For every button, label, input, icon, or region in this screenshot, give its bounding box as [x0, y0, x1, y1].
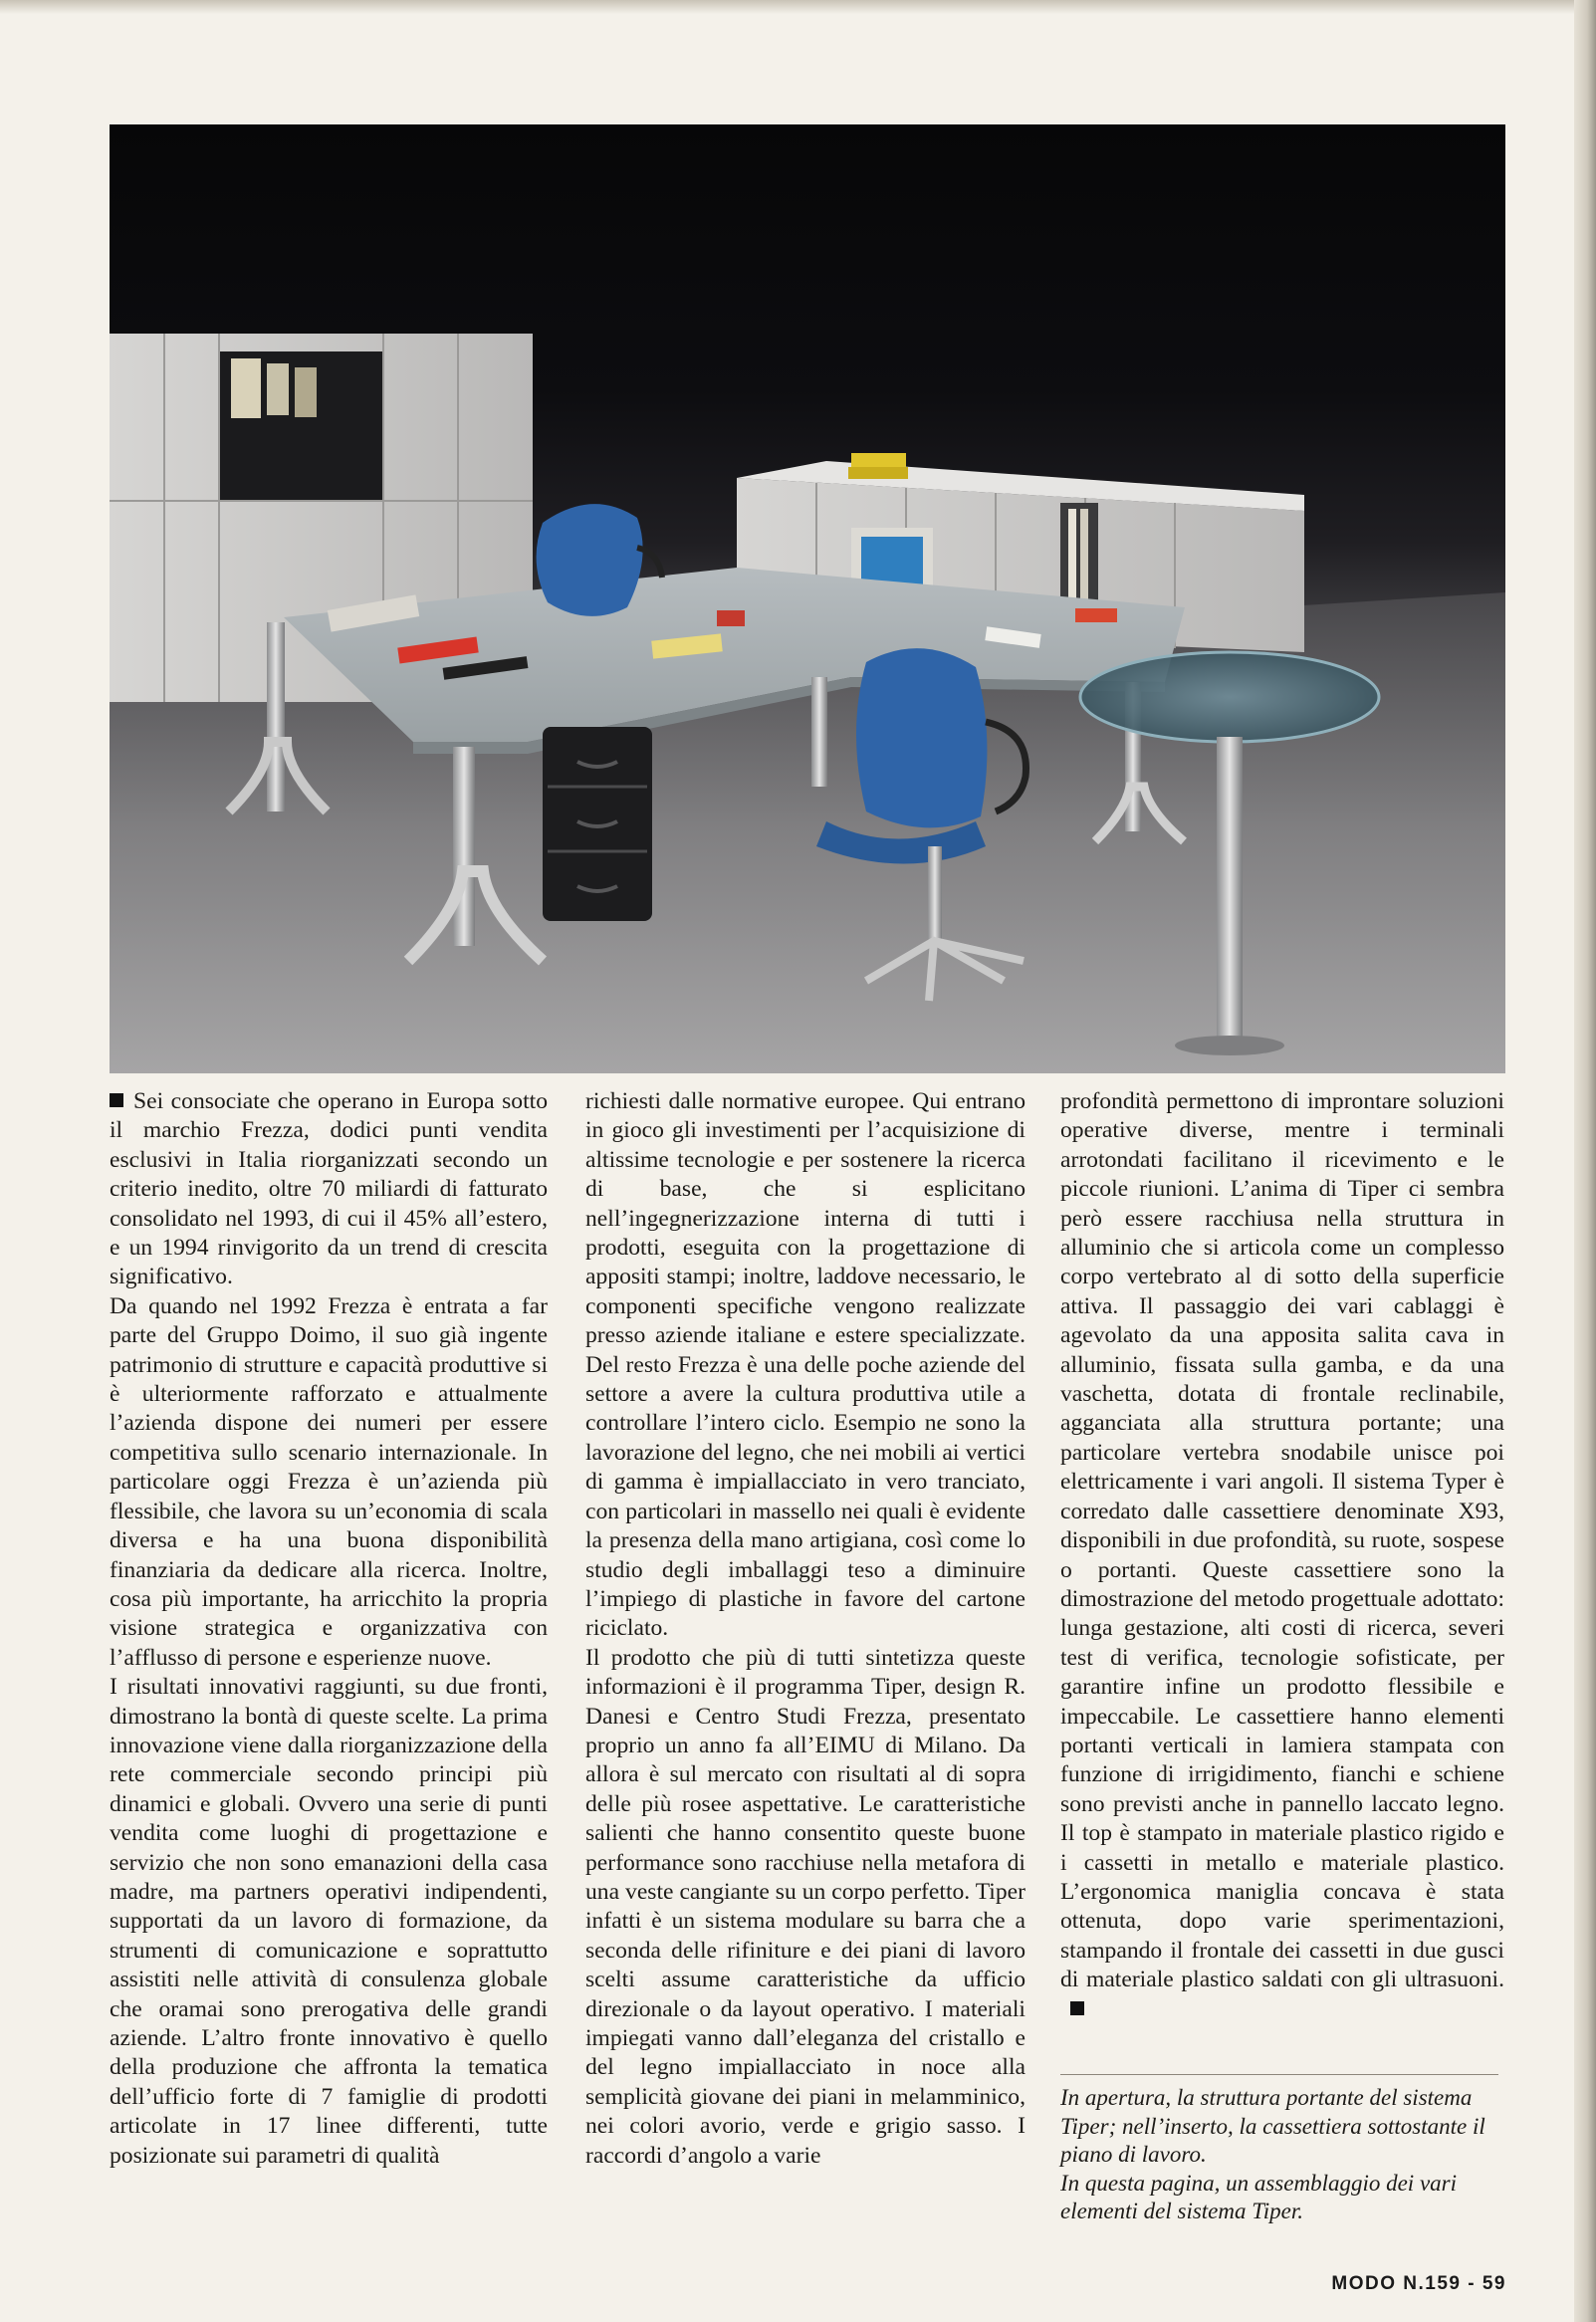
- office-scene-illustration: [110, 124, 1505, 1073]
- paragraph: Il prodotto che più di tutti sintetizza queste informazioni è il programma Tiper, design R. Danesi e Centro Studi Frezza, presentato proprio un anno fa all’EIMU di Milano. Da allora è sul mercato con risultati al di sopra delle più rosee aspettative. Le caratteristiche salienti che hanno consentito queste buone performance sono racchiuse nella metafora di una veste cangiante su un corpo perfetto. Tiper infatti è un sistema modulare su barra che a seconda delle rifiniture e dei piani di lavoro scelti assume caratteristiche da ufficio direzionale o da layout operativo. I materiali impiegati vanno dall’eleganza del cristallo e del legno impiallacciato in noce alla semplicità giovane dei piani in melamminico, nei colori avorio, verde e grigio sasso. I raccordi d’angolo a varie: [585, 1644, 1026, 2169]
- page-top-shadow: [0, 0, 1596, 14]
- office-furniture-photo: [110, 124, 1505, 1073]
- page-edge: [1574, 0, 1596, 2322]
- article-column-1: [110, 1087, 548, 2171]
- caption-divider: [1060, 2074, 1498, 2075]
- paragraph: I risultati innovativi raggiunti, su due fronti, dimostrano la bontà di queste scelte. La prima innovazione viene dalla riorganizzazione della rete commerciale secondo principi più dinamici e globali. Ovvero una serie di punti vendita come luoghi di progettazione e servizio che non sono emanazioni della casa madre, ma partners operativi indipendenti, supportati da un lavoro di formazione, da strumenti di comunicazione e soprattutto assistiti nelle attività di consulenza globale che oramai sono prerogativa delle grandi aziende. L’altro fronte innovativo è quello della produzione che affronta la tematica dell’ufficio forte di 7 famiglie di prodotti articolate in 17 linee differenti, tutte posizionate sui parametri di qualità: [110, 1674, 548, 2169]
- blue-office-chair-front: [856, 648, 987, 827]
- blue-office-chair-back: [537, 504, 643, 616]
- caption-line: In questa pagina, un assemblaggio dei vari elementi del sistema Tiper.: [1060, 2170, 1457, 2223]
- page-folio: MODO N.159 - 59: [1331, 2273, 1506, 2294]
- paragraph: Da quando nel 1992 Frezza è entrata a far parte del Gruppo Doimo, il suo già ingente patrimonio di strutture e capacità produttive si è ulteriormente rafforzato e attualmente l’azienda dispone dei numeri per essere competitiva sullo scenario internazionale. In particolare oggi Frezza è un’azienda più flessibile, che lavora su un’economia di scala diversa e ha una buona disponibilità finanziaria da dedicare alla ricerca. Inoltre, cosa più importante, ha arricchito la propria visione strategica e organizzativa con l’afflusso di persone e esperienze nuove.: [110, 1292, 548, 1671]
- end-square-icon: [1070, 2001, 1084, 2015]
- article-column-3: [1060, 1087, 1504, 2024]
- photo-caption: [1060, 2084, 1504, 2226]
- paragraph-text: profondità permettono di improntare soluzioni operative diverse, mentre i terminali arrotondati facilitano il ricevimento e le piccole riunioni. L’anima di Tiper ci sembra però essere racchiusa nella struttura in alluminio che si articola come un complesso corpo vertebrato al di sotto della superficie attiva. Il passaggio dei vari cablaggi è agevolato da una apposita salita cava in alluminio, fissata sulla gamba, e da una vaschetta, dotata di frontale reclinabile, agganciata alla struttura portante; una particolare vertebra snodabile unisce poi elettricamente i vari angoli. Il sistema Typer è corredato dalle cassettiere denominate X93, disponibili in due profondità, su ruote, sospese o portanti. Queste cassettiere sono la dimostrazione del metodo progettuale adottato: lunga gestazione, alti costi di ricerca, severi test di verifica, tecnologie sofisticate, per garantire infine un prodotto flessibile e impeccabile. Le cassettiere hanno elementi portanti verticali in lamiera stampata con funzione di irrigidimento, fianchi e schiene sono previsti anche in pannello laccato legno. Il top è stampato in materiale plastico rigido e i cassetti in metallo e materiale plastico. L’ergonomica maniglia concava è stata ottenuta, dopo varie sperimentazioni, stampando il frontale dei cassetti in due gusci di materiale plastico saldati con gli ultrasuoni.: [1060, 1088, 1504, 1993]
- paragraph: [110, 1087, 548, 1292]
- paragraph: [1060, 1087, 1504, 2024]
- paragraph-text: Sei consociate che operano in Europa sotto il marchio Frezza, dodici punti vendita esclusivi in Italia riorganizzati secondo un criterio inedito, oltre 70 miliardi di fatturato consolidato nel 1993, di cui il 45% all’estero, e un 1994 rinvigorito da un trend di crescita significativo.: [110, 1088, 548, 1290]
- section-square-icon: [110, 1093, 123, 1107]
- caption-line: In apertura, la struttura portante del sistema Tiper; nell’inserto, la cassettiera sottostante il piano di lavoro.: [1060, 2085, 1485, 2167]
- article-column-2: [585, 1087, 1026, 2171]
- paragraph: richiesti dalle normative europee. Qui entrano in gioco gli investimenti per l’acquisizione di altissime tecnologie e per sostenere la ricerca di base, che si esplicitano nell’ingegnerizzazione interna di tutti i prodotti, eseguita con la progettazione di appositi stampi; inoltre, laddove necessario, le componenti specifiche vengono realizzate presso aziende italiane e estere specializzate. Del resto Frezza è una delle poche aziende del settore a avere la cultura produttiva utile a controllare l’intero ciclo. Esempio ne sono la lavorazione del legno, che nei mobili ai vertici di gamma è impiallacciato in vero tranciato, con particolari in massello nei quali è evidente la presenza della mano artigiana, così come lo studio degli imballaggi teso a diminuire l’impiego di plastiche in favore del cartone riciclato.: [585, 1088, 1026, 1642]
